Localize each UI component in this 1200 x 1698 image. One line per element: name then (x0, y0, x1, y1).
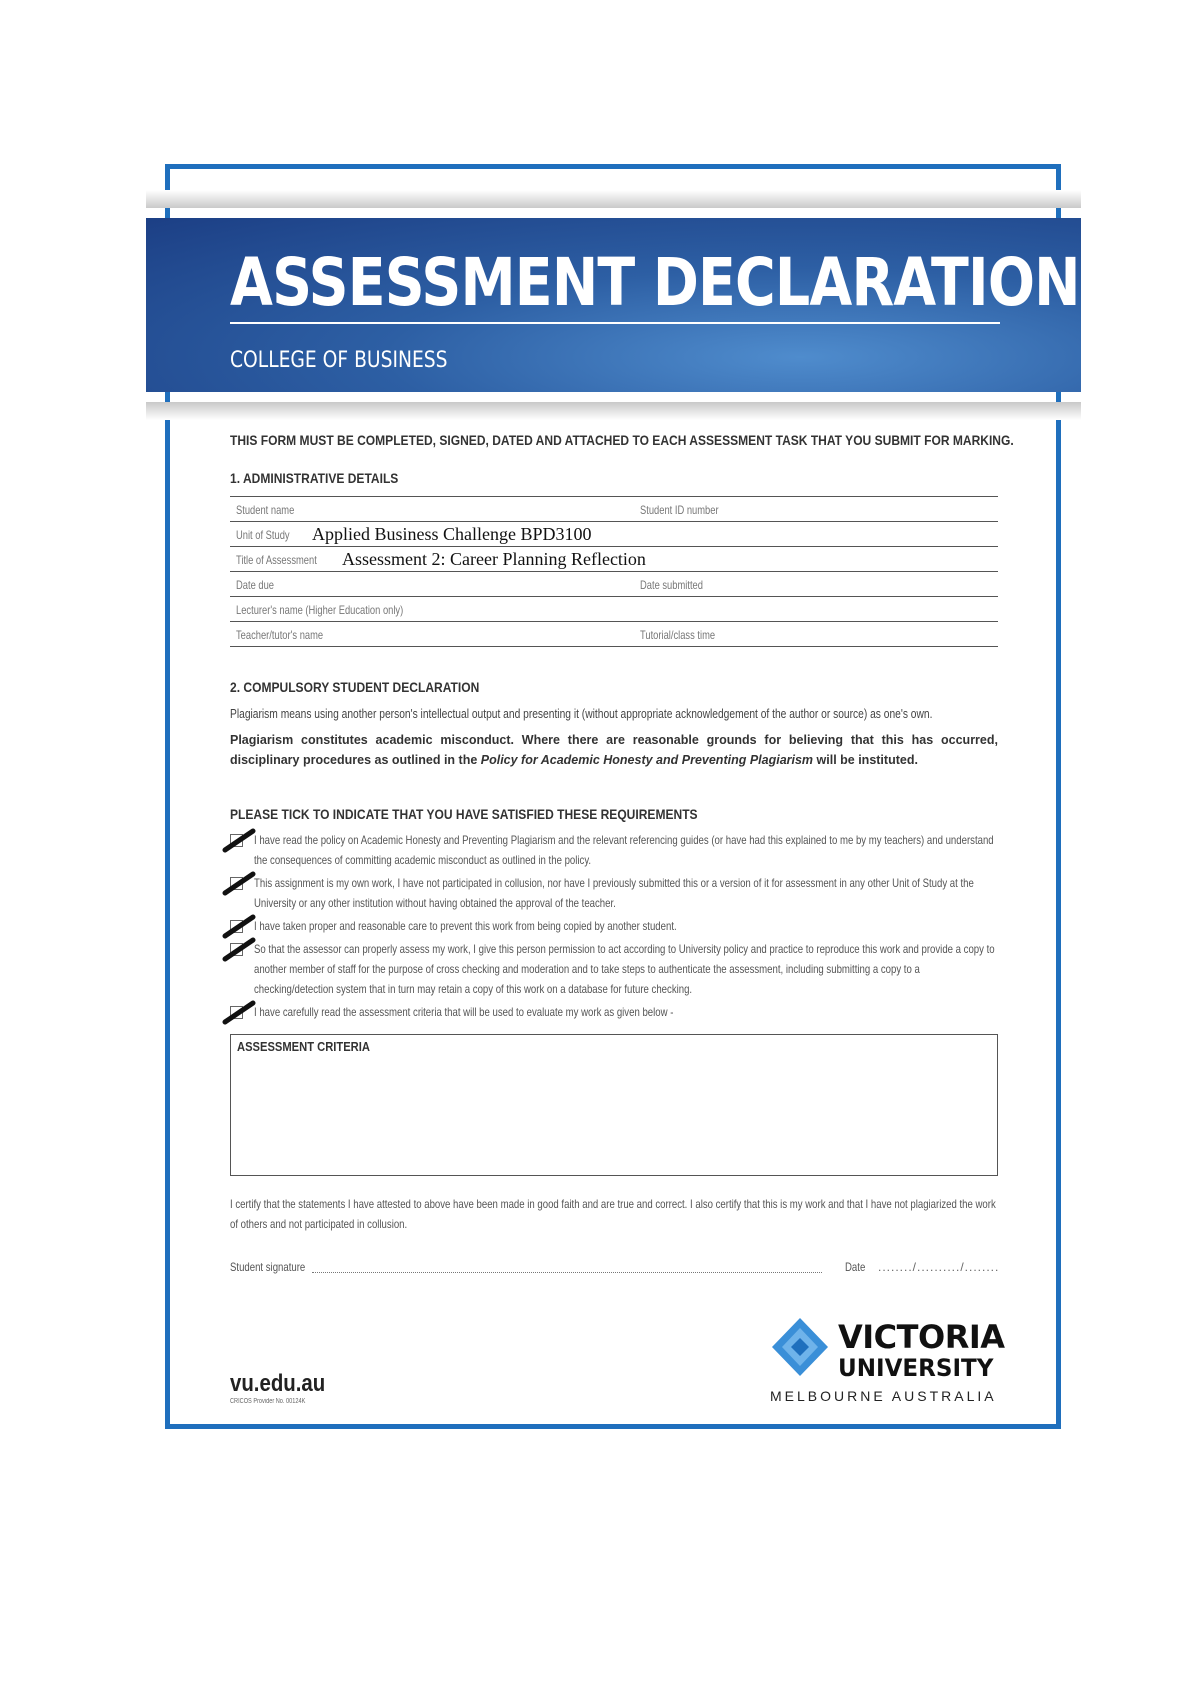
logo-line-3: MELBOURNE AUSTRALIA (770, 1388, 997, 1404)
college-name: COLLEGE OF BUSINESS (230, 348, 448, 373)
assessment-criteria-box[interactable] (230, 1034, 998, 1176)
certification-statement: I certify that the statements I have attested to above have been made in good faith and are true and correct. I also certify that this is my work and that I have not plagiarized the work of others and not participated in collusion. (230, 1197, 996, 1231)
signature-label: Student signature (230, 1260, 306, 1274)
requirement-item[interactable]: I have carefully read the assessment criteria that will be used to evaluate my work as given below - (230, 1002, 998, 1022)
row-lecturer[interactable] (230, 597, 998, 622)
requirement-item[interactable]: So that the assessor can properly assess my work, I give this person permission to act according to University policy and practice to reproduce this work and provide a copy to another member of staff for the purpose of cross checking and moderation and to take steps to authenticate the assessment, including submitting a copy to a checking/detection system that in turn may retain a copy of this work on a database for future checking. (230, 939, 998, 999)
requirement-item[interactable]: This assignment is my own work, I have not participated in collusion, nor have I previously submitted this or a version of it for assessment in any other Unit of Study at the University or any other institution without having obtained the approval of the teacher. (230, 873, 998, 913)
tick-mark-icon (222, 937, 256, 963)
tick-mark-icon (222, 1000, 256, 1026)
header-banner (146, 218, 1081, 392)
title-divider (230, 322, 1000, 324)
tutorial-label: Tutorial/class time (640, 628, 716, 642)
plagiarism-warning: Plagiarism constitutes academic misconduct. Where there are reasonable grounds for believing that this has occurred, disciplinary procedures as outlined in the Policy for Academic Honesty and Preventing Plagiarism will be instituted. (230, 733, 998, 767)
requirement-item[interactable]: I have read the policy on Academic Honesty and Preventing Plagiarism and the relevant referencing guides (or have had this explained to me by my teachers) and understand the consequences of committing academic misconduct as outlined in the policy. (230, 830, 998, 870)
tick-mark-icon (222, 828, 256, 854)
row-title[interactable] (230, 547, 998, 572)
teacher-label: Teacher/tutor's name (236, 628, 324, 642)
row-dates[interactable] (230, 572, 998, 597)
top-shadow-bar (146, 190, 1081, 208)
student-name-label: Student name (236, 503, 295, 517)
requirements-heading: PLEASE TICK TO INDICATE THAT YOU HAVE SATISFIED THESE REQUIREMENTS (230, 806, 698, 822)
row-teacher[interactable] (230, 622, 998, 647)
logo-line-1: VICTORIA (838, 1318, 1005, 1356)
bottom-shadow-bar (146, 402, 1081, 420)
title-value: Assessment 2: Career Planning Reflection (342, 549, 646, 569)
criteria-heading: ASSESSMENT CRITERIA (237, 1039, 370, 1054)
row-student[interactable] (230, 497, 998, 522)
logo-line-2: UNIVERSITY (838, 1354, 994, 1382)
student-id-label: Student ID number (640, 503, 719, 517)
admin-details-table (230, 496, 998, 647)
signature-field[interactable] (312, 1272, 822, 1273)
form-instruction: THIS FORM MUST BE COMPLETED, SIGNED, DATED AND ATTACHED TO EACH ASSESSMENT TASK THAT YOU SUBMIT FOR MARKING. (230, 432, 1014, 448)
date-due-label: Date due (236, 578, 274, 592)
cricos-number: CRICOS Provider No. 00124K (230, 1398, 306, 1405)
policy-name: Policy for Academic Honesty and Preventing Plagiarism (480, 753, 814, 767)
date-label: Date (845, 1260, 866, 1274)
unit-value: Applied Business Challenge BPD3100 (312, 524, 592, 544)
plagiarism-definition: Plagiarism means using another person's intellectual output and presenting it (without appropriate acknowledgement of the author or source) as one's own. (230, 707, 933, 721)
lecturer-label: Lecturer's name (Higher Education only) (236, 603, 404, 617)
signature-line (230, 1260, 998, 1282)
row-unit[interactable] (230, 522, 998, 547)
date-submitted-label: Date submitted (640, 578, 703, 592)
website-url: vu.edu.au (230, 1370, 326, 1397)
date-field[interactable]: ......../........../........ (878, 1260, 1000, 1274)
requirement-item[interactable]: I have taken proper and reasonable care to prevent this work from being copied by another student. (230, 916, 998, 936)
tick-mark-icon (222, 871, 256, 897)
unit-label: Unit of Study (236, 528, 290, 542)
form-content (230, 432, 1014, 1282)
requirements-list (230, 830, 998, 1022)
title-label: Title of Assessment (236, 553, 317, 567)
admin-heading: 1. ADMINISTRATIVE DETAILS (230, 470, 399, 486)
diamond-emblem-icon (770, 1316, 830, 1378)
form-title: ASSESSMENT DECLARATION (230, 244, 1080, 321)
university-logo (770, 1316, 1005, 1406)
declaration-heading: 2. COMPULSORY STUDENT DECLARATION (230, 679, 480, 695)
